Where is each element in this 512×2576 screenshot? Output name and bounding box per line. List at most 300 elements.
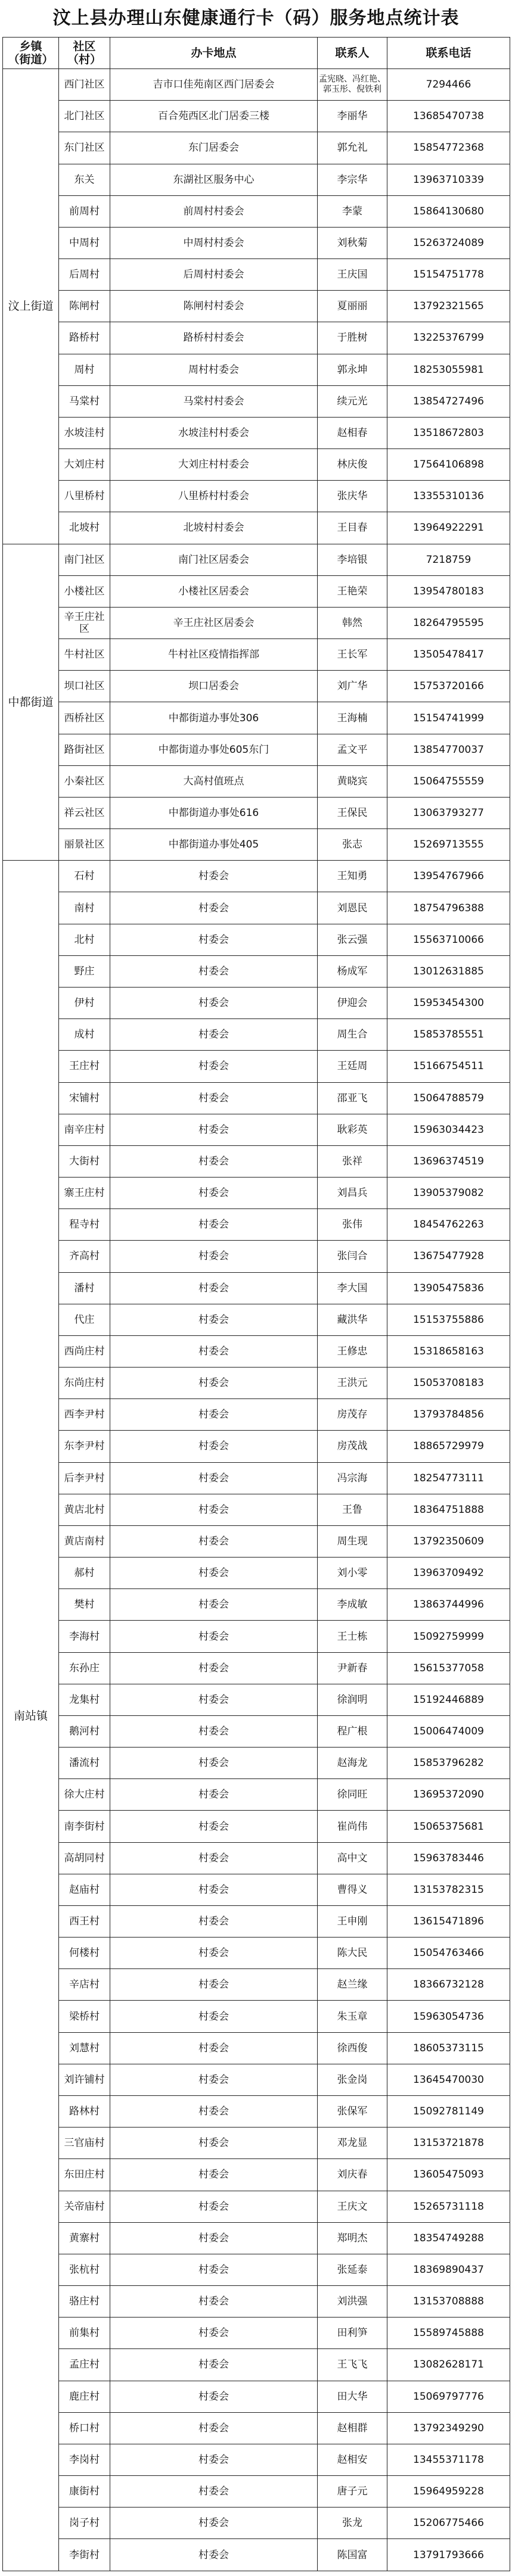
community-cell: 成村 bbox=[59, 1019, 110, 1051]
location-cell: 村委会 bbox=[110, 1715, 318, 1747]
location-cell: 村委会 bbox=[110, 1842, 318, 1874]
contact-cell: 邵亚飞 bbox=[318, 1082, 387, 1114]
community-cell: 大街村 bbox=[59, 1145, 110, 1177]
location-cell: 陈闸村村委会 bbox=[110, 291, 318, 322]
table-row bbox=[3, 1811, 510, 1842]
table-row bbox=[3, 1335, 510, 1367]
phone-cell: 7218759 bbox=[387, 544, 510, 575]
table-row bbox=[3, 2539, 510, 2571]
contact-cell: 王飞飞 bbox=[318, 2349, 387, 2381]
table-row bbox=[3, 955, 510, 987]
table-row bbox=[3, 449, 510, 481]
community-cell: 徐大庄村 bbox=[59, 1779, 110, 1811]
community-cell: 南李街村 bbox=[59, 1811, 110, 1842]
contact-cell: 李蒙 bbox=[318, 195, 387, 227]
phone-cell: 15263724089 bbox=[387, 227, 510, 258]
table-row bbox=[3, 2318, 510, 2349]
location-cell: 东门居委会 bbox=[110, 132, 318, 164]
phone-cell: 15154741999 bbox=[387, 702, 510, 734]
header-community-line1: 社区 bbox=[73, 40, 96, 53]
phone-cell: 13518672803 bbox=[387, 417, 510, 448]
community-cell: 东田庄村 bbox=[59, 2159, 110, 2191]
community-cell: 鹅河村 bbox=[59, 1715, 110, 1747]
table-row bbox=[3, 1082, 510, 1114]
phone-cell: 13963710339 bbox=[387, 164, 510, 195]
location-cell: 村委会 bbox=[110, 1969, 318, 2001]
location-cell: 大高村值班点 bbox=[110, 765, 318, 797]
contact-cell: 杨成军 bbox=[318, 955, 387, 987]
contact-cell: 刘小零 bbox=[318, 1558, 387, 1589]
phone-cell: 15092781149 bbox=[387, 2096, 510, 2128]
location-cell: 周村村委会 bbox=[110, 354, 318, 385]
table-row bbox=[3, 544, 510, 575]
phone-cell: 15006474009 bbox=[387, 1715, 510, 1747]
location-cell: 百合苑西区北门居委三楼 bbox=[110, 101, 318, 132]
location-cell: 村委会 bbox=[110, 1368, 318, 1399]
contact-cell: 伊迎会 bbox=[318, 987, 387, 1018]
community-cell: 刘慧村 bbox=[59, 2032, 110, 2064]
contact-cell: 刘恩民 bbox=[318, 892, 387, 924]
phone-cell: 13355310136 bbox=[387, 481, 510, 512]
header-contact: 联系人 bbox=[318, 38, 387, 69]
community-cell: 康街村 bbox=[59, 2476, 110, 2508]
table-row bbox=[3, 861, 510, 892]
community-cell: 王庄村 bbox=[59, 1051, 110, 1082]
table-row bbox=[3, 354, 510, 385]
community-cell: 后李尹村 bbox=[59, 1462, 110, 1494]
phone-cell: 13082628171 bbox=[387, 2349, 510, 2381]
community-cell: 前集村 bbox=[59, 2318, 110, 2349]
contact-cell: 王艳荣 bbox=[318, 575, 387, 607]
phone-cell: 15854772368 bbox=[387, 132, 510, 164]
location-cell: 村委会 bbox=[110, 2412, 318, 2444]
community-cell: 八里桥村 bbox=[59, 481, 110, 512]
community-cell: 东尚庄村 bbox=[59, 1368, 110, 1399]
table-row bbox=[3, 385, 510, 417]
phone-cell: 15206775466 bbox=[387, 2508, 510, 2539]
community-cell: 李海村 bbox=[59, 1621, 110, 1652]
table-row bbox=[3, 639, 510, 671]
contact-cell: 王士栋 bbox=[318, 1621, 387, 1652]
phone-cell: 13153782315 bbox=[387, 1874, 510, 1905]
community-cell: 南村 bbox=[59, 892, 110, 924]
service-location-table bbox=[2, 37, 510, 2571]
phone-cell: 18264795595 bbox=[387, 607, 510, 638]
location-cell: 村委会 bbox=[110, 1779, 318, 1811]
community-cell: 陈闸村 bbox=[59, 291, 110, 322]
contact-cell: 张伟 bbox=[318, 1209, 387, 1241]
contact-cell: 房茂战 bbox=[318, 1431, 387, 1462]
location-cell: 村委会 bbox=[110, 1019, 318, 1051]
community-cell: 何楼村 bbox=[59, 1938, 110, 1969]
phone-cell: 13964922291 bbox=[387, 512, 510, 544]
contact-cell: 李丽华 bbox=[318, 101, 387, 132]
community-cell: 路街社区 bbox=[59, 734, 110, 765]
contact-cell: 陈大民 bbox=[318, 1938, 387, 1969]
phone-cell: 18454762263 bbox=[387, 1209, 510, 1241]
table-row bbox=[3, 2508, 510, 2539]
table-row bbox=[3, 1652, 510, 1684]
phone-cell: 15864130680 bbox=[387, 195, 510, 227]
contact-cell: 李培银 bbox=[318, 544, 387, 575]
table-row bbox=[3, 1938, 510, 1969]
phone-cell: 15265731118 bbox=[387, 2191, 510, 2222]
contact-cell: 王知勇 bbox=[318, 861, 387, 892]
header-town-line2: （街道） bbox=[8, 53, 54, 66]
community-cell: 西李尹村 bbox=[59, 1399, 110, 1431]
community-cell: 樊村 bbox=[59, 1589, 110, 1621]
phone-cell: 13505478417 bbox=[387, 639, 510, 671]
table-row bbox=[3, 1272, 510, 1304]
table-row bbox=[3, 765, 510, 797]
table-row bbox=[3, 1589, 510, 1621]
location-cell: 村委会 bbox=[110, 2096, 318, 2128]
location-cell: 村委会 bbox=[110, 1051, 318, 1082]
table-row bbox=[3, 291, 510, 322]
phone-cell: 18254773111 bbox=[387, 1462, 510, 1494]
community-cell: 黄寨村 bbox=[59, 2222, 110, 2254]
location-cell: 村委会 bbox=[110, 1811, 318, 1842]
contact-cell: 陈国富 bbox=[318, 2539, 387, 2571]
contact-cell: 续元光 bbox=[318, 385, 387, 417]
community-cell: 宋铺村 bbox=[59, 1082, 110, 1114]
phone-cell: 18369890437 bbox=[387, 2254, 510, 2285]
table-row bbox=[3, 1145, 510, 1177]
location-cell: 村委会 bbox=[110, 1621, 318, 1652]
phone-cell: 13675477928 bbox=[387, 1241, 510, 1272]
phone-cell: 15953454300 bbox=[387, 987, 510, 1018]
location-cell: 后周村村委会 bbox=[110, 259, 318, 291]
community-cell: 关帝庙村 bbox=[59, 2191, 110, 2222]
contact-cell: 邓龙显 bbox=[318, 2128, 387, 2159]
contact-cell: 王庆国 bbox=[318, 259, 387, 291]
location-cell: 村委会 bbox=[110, 2444, 318, 2475]
phone-cell: 15615377058 bbox=[387, 1652, 510, 1684]
table-row bbox=[3, 1462, 510, 1494]
community-cell: 张杭村 bbox=[59, 2254, 110, 2285]
header-town-line1: 乡镇 bbox=[19, 40, 42, 53]
community-cell: 东李尹村 bbox=[59, 1431, 110, 1462]
phone-cell: 18253055981 bbox=[387, 354, 510, 385]
community-cell: 北坡村 bbox=[59, 512, 110, 544]
community-cell: 中周村 bbox=[59, 227, 110, 258]
community-cell: 路林村 bbox=[59, 2096, 110, 2128]
location-cell: 村委会 bbox=[110, 2254, 318, 2285]
community-cell: 石村 bbox=[59, 861, 110, 892]
location-cell: 村委会 bbox=[110, 1209, 318, 1241]
contact-cell: 朱玉章 bbox=[318, 2001, 387, 2032]
contact-cell: 唐子元 bbox=[318, 2476, 387, 2508]
community-cell: 郝村 bbox=[59, 1558, 110, 1589]
location-cell: 中都街道办事处306 bbox=[110, 702, 318, 734]
table-row bbox=[3, 101, 510, 132]
table-row bbox=[3, 322, 510, 354]
community-cell: 寨王庄村 bbox=[59, 1178, 110, 1209]
contact-cell: 王海楠 bbox=[318, 702, 387, 734]
community-cell: 黄店南村 bbox=[59, 1525, 110, 1557]
table-row bbox=[3, 1399, 510, 1431]
location-cell: 村委会 bbox=[110, 1272, 318, 1304]
community-cell: 后周村 bbox=[59, 259, 110, 291]
table-row bbox=[3, 2444, 510, 2475]
table-row bbox=[3, 227, 510, 258]
location-cell: 村委会 bbox=[110, 2539, 318, 2571]
location-cell: 村委会 bbox=[110, 1494, 318, 1525]
location-cell: 水坡洼村村委会 bbox=[110, 417, 318, 448]
table-row bbox=[3, 1779, 510, 1811]
community-cell: 北村 bbox=[59, 924, 110, 955]
location-cell: 村委会 bbox=[110, 2191, 318, 2222]
contact-cell: 李宗华 bbox=[318, 164, 387, 195]
community-cell: 西尚庄村 bbox=[59, 1335, 110, 1367]
contact-cell: 房茂存 bbox=[318, 1399, 387, 1431]
location-cell: 村委会 bbox=[110, 861, 318, 892]
location-cell: 大刘庄村村委会 bbox=[110, 449, 318, 481]
community-cell: 东孙庄 bbox=[59, 1652, 110, 1684]
contact-cell: 赵兰缘 bbox=[318, 1969, 387, 2001]
community-cell: 小秦社区 bbox=[59, 765, 110, 797]
header-location: 办卡地点 bbox=[110, 38, 318, 69]
contact-cell: 于胜树 bbox=[318, 322, 387, 354]
community-cell: 鹿庄村 bbox=[59, 2381, 110, 2412]
table-row bbox=[3, 924, 510, 955]
community-cell: 祥云社区 bbox=[59, 797, 110, 828]
table-row bbox=[3, 797, 510, 828]
community-cell: 辛王庄社区 bbox=[59, 607, 110, 638]
table-row bbox=[3, 2286, 510, 2318]
location-cell: 八里桥村村委会 bbox=[110, 481, 318, 512]
community-cell: 李岗村 bbox=[59, 2444, 110, 2475]
contact-cell: 李大国 bbox=[318, 1272, 387, 1304]
location-cell: 村委会 bbox=[110, 1589, 318, 1621]
phone-cell: 15753720166 bbox=[387, 671, 510, 702]
table-row bbox=[3, 481, 510, 512]
table-body bbox=[3, 69, 510, 2571]
location-cell: 村委会 bbox=[110, 1905, 318, 1937]
contact-cell: 徐同旺 bbox=[318, 1779, 387, 1811]
contact-cell: 郑明杰 bbox=[318, 2222, 387, 2254]
phone-cell: 15853785551 bbox=[387, 1019, 510, 1051]
table-row bbox=[3, 1431, 510, 1462]
phone-cell: 13791793666 bbox=[387, 2539, 510, 2571]
location-cell: 吉市口佳苑南区西门居委会 bbox=[110, 69, 318, 101]
community-cell: 岗子村 bbox=[59, 2508, 110, 2539]
community-cell: 程寺村 bbox=[59, 1209, 110, 1241]
phone-cell: 15963783446 bbox=[387, 1842, 510, 1874]
table-row bbox=[3, 2349, 510, 2381]
contact-cell: 田利笋 bbox=[318, 2318, 387, 2349]
location-cell: 村委会 bbox=[110, 1399, 318, 1431]
town-cell: 南站镇 bbox=[3, 861, 59, 2571]
community-cell: 东关 bbox=[59, 164, 110, 195]
contact-cell: 徐润明 bbox=[318, 1684, 387, 1715]
phone-cell: 13225376799 bbox=[387, 322, 510, 354]
phone-cell: 13685470738 bbox=[387, 101, 510, 132]
community-cell: 周村 bbox=[59, 354, 110, 385]
location-cell: 马棠村村委会 bbox=[110, 385, 318, 417]
header-phone: 联系电话 bbox=[387, 38, 510, 69]
location-cell: 村委会 bbox=[110, 2381, 318, 2412]
table-row bbox=[3, 2159, 510, 2191]
location-cell: 小楼社区居委会 bbox=[110, 575, 318, 607]
location-cell: 村委会 bbox=[110, 1652, 318, 1684]
community-cell: 路桥村 bbox=[59, 322, 110, 354]
community-cell: 伊村 bbox=[59, 987, 110, 1018]
community-cell: 大刘庄村 bbox=[59, 449, 110, 481]
phone-cell: 15154751778 bbox=[387, 259, 510, 291]
contact-cell: 郭永坤 bbox=[318, 354, 387, 385]
phone-cell: 15069797776 bbox=[387, 2381, 510, 2412]
phone-cell: 15563710066 bbox=[387, 924, 510, 955]
contact-cell: 刘洪强 bbox=[318, 2286, 387, 2318]
table-row bbox=[3, 2222, 510, 2254]
location-cell: 路桥村村委会 bbox=[110, 322, 318, 354]
contact-cell: 夏丽丽 bbox=[318, 291, 387, 322]
contact-cell: 张保军 bbox=[318, 2096, 387, 2128]
table-row bbox=[3, 2128, 510, 2159]
community-cell: 骆庄村 bbox=[59, 2286, 110, 2318]
contact-cell: 张金岗 bbox=[318, 2064, 387, 2095]
contact-cell: 王修忠 bbox=[318, 1335, 387, 1367]
community-cell: 西王村 bbox=[59, 1905, 110, 1937]
location-cell: 村委会 bbox=[110, 1938, 318, 1969]
location-cell: 村委会 bbox=[110, 1462, 318, 1494]
phone-cell: 7294466 bbox=[387, 69, 510, 101]
table-row bbox=[3, 1304, 510, 1335]
phone-cell: 15064755559 bbox=[387, 765, 510, 797]
contact-cell: 张庆华 bbox=[318, 481, 387, 512]
phone-cell: 18354749288 bbox=[387, 2222, 510, 2254]
community-cell: 南辛庄村 bbox=[59, 1114, 110, 1145]
table-header-row bbox=[3, 38, 510, 69]
phone-cell: 13905475836 bbox=[387, 1272, 510, 1304]
contact-cell: 王目春 bbox=[318, 512, 387, 544]
location-cell: 北坡村村委会 bbox=[110, 512, 318, 544]
community-cell: 龙集村 bbox=[59, 1684, 110, 1715]
phone-cell: 13455371178 bbox=[387, 2444, 510, 2475]
phone-cell: 13695372090 bbox=[387, 1779, 510, 1811]
phone-cell: 15166754511 bbox=[387, 1051, 510, 1082]
contact-cell: 王洪元 bbox=[318, 1368, 387, 1399]
contact-cell: 张祥 bbox=[318, 1145, 387, 1177]
phone-cell: 18605373115 bbox=[387, 2032, 510, 2064]
contact-cell: 赵海龙 bbox=[318, 1748, 387, 1779]
phone-cell: 15963034423 bbox=[387, 1114, 510, 1145]
location-cell: 村委会 bbox=[110, 1178, 318, 1209]
community-cell: 前周村 bbox=[59, 195, 110, 227]
table-row bbox=[3, 1051, 510, 1082]
phone-cell: 13905379082 bbox=[387, 1178, 510, 1209]
phone-cell: 13792321565 bbox=[387, 291, 510, 322]
table-row bbox=[3, 1842, 510, 1874]
table-row bbox=[3, 1715, 510, 1747]
contact-cell: 韩然 bbox=[318, 607, 387, 638]
table-row bbox=[3, 1209, 510, 1241]
community-cell: 齐高村 bbox=[59, 1241, 110, 1272]
phone-cell: 13954767966 bbox=[387, 861, 510, 892]
table-row bbox=[3, 575, 510, 607]
table-row bbox=[3, 69, 510, 101]
location-cell: 村委会 bbox=[110, 892, 318, 924]
contact-cell: 赵相群 bbox=[318, 2412, 387, 2444]
community-cell: 水坡洼村 bbox=[59, 417, 110, 448]
table-row bbox=[3, 1905, 510, 1937]
table-row bbox=[3, 2191, 510, 2222]
location-cell: 村委会 bbox=[110, 2318, 318, 2349]
phone-cell: 13863744996 bbox=[387, 1589, 510, 1621]
location-cell: 村委会 bbox=[110, 1748, 318, 1779]
contact-cell: 王长军 bbox=[318, 639, 387, 671]
contact-cell: 郭允礼 bbox=[318, 132, 387, 164]
community-cell: 高胡同村 bbox=[59, 1842, 110, 1874]
community-cell: 赵庙村 bbox=[59, 1874, 110, 1905]
community-cell: 李街村 bbox=[59, 2539, 110, 2571]
location-cell: 辛王庄社区居委会 bbox=[110, 607, 318, 638]
phone-cell: 13793784856 bbox=[387, 1399, 510, 1431]
phone-cell: 13963709492 bbox=[387, 1558, 510, 1589]
phone-cell: 13954780183 bbox=[387, 575, 510, 607]
contact-cell: 王廷周 bbox=[318, 1051, 387, 1082]
contact-cell: 张云强 bbox=[318, 924, 387, 955]
location-cell: 村委会 bbox=[110, 955, 318, 987]
table-row bbox=[3, 702, 510, 734]
contact-cell: 王庆文 bbox=[318, 2191, 387, 2222]
community-cell: 牛村社区 bbox=[59, 639, 110, 671]
contact-cell: 黄晓宾 bbox=[318, 765, 387, 797]
community-cell: 东门社区 bbox=[59, 132, 110, 164]
community-cell: 坝口社区 bbox=[59, 671, 110, 702]
phone-cell: 18754796388 bbox=[387, 892, 510, 924]
contact-cell: 曹得义 bbox=[318, 1874, 387, 1905]
location-cell: 村委会 bbox=[110, 1431, 318, 1462]
community-cell: 野庄 bbox=[59, 955, 110, 987]
contact-cell: 刘庆春 bbox=[318, 2159, 387, 2191]
location-cell: 村委会 bbox=[110, 1145, 318, 1177]
location-cell: 村委会 bbox=[110, 2222, 318, 2254]
contact-cell: 赵相春 bbox=[318, 417, 387, 448]
table-row bbox=[3, 132, 510, 164]
table-row bbox=[3, 1525, 510, 1557]
table-row bbox=[3, 829, 510, 861]
phone-cell: 13696374519 bbox=[387, 1145, 510, 1177]
table-row bbox=[3, 259, 510, 291]
location-cell: 村委会 bbox=[110, 924, 318, 955]
contact-cell: 周生现 bbox=[318, 1525, 387, 1557]
contact-cell: 周生合 bbox=[318, 1019, 387, 1051]
location-cell: 村委会 bbox=[110, 1241, 318, 1272]
table-row bbox=[3, 2254, 510, 2285]
location-cell: 村委会 bbox=[110, 987, 318, 1018]
phone-cell: 13063793277 bbox=[387, 797, 510, 828]
phone-cell: 15318658163 bbox=[387, 1335, 510, 1367]
table-row bbox=[3, 734, 510, 765]
location-cell: 村委会 bbox=[110, 2159, 318, 2191]
phone-cell: 13153721878 bbox=[387, 2128, 510, 2159]
community-cell: 小楼社区 bbox=[59, 575, 110, 607]
table-row bbox=[3, 987, 510, 1018]
phone-cell: 13792349290 bbox=[387, 2412, 510, 2444]
phone-cell: 15064788579 bbox=[387, 1082, 510, 1114]
phone-cell: 13645470030 bbox=[387, 2064, 510, 2095]
location-cell: 前周村村委会 bbox=[110, 195, 318, 227]
table-row bbox=[3, 1494, 510, 1525]
header-community-line2: （村） bbox=[67, 53, 101, 66]
community-cell: 刘许铺村 bbox=[59, 2064, 110, 2095]
community-cell: 辛店村 bbox=[59, 1969, 110, 2001]
location-cell: 村委会 bbox=[110, 1684, 318, 1715]
location-cell: 村委会 bbox=[110, 2032, 318, 2064]
table-row bbox=[3, 1874, 510, 1905]
